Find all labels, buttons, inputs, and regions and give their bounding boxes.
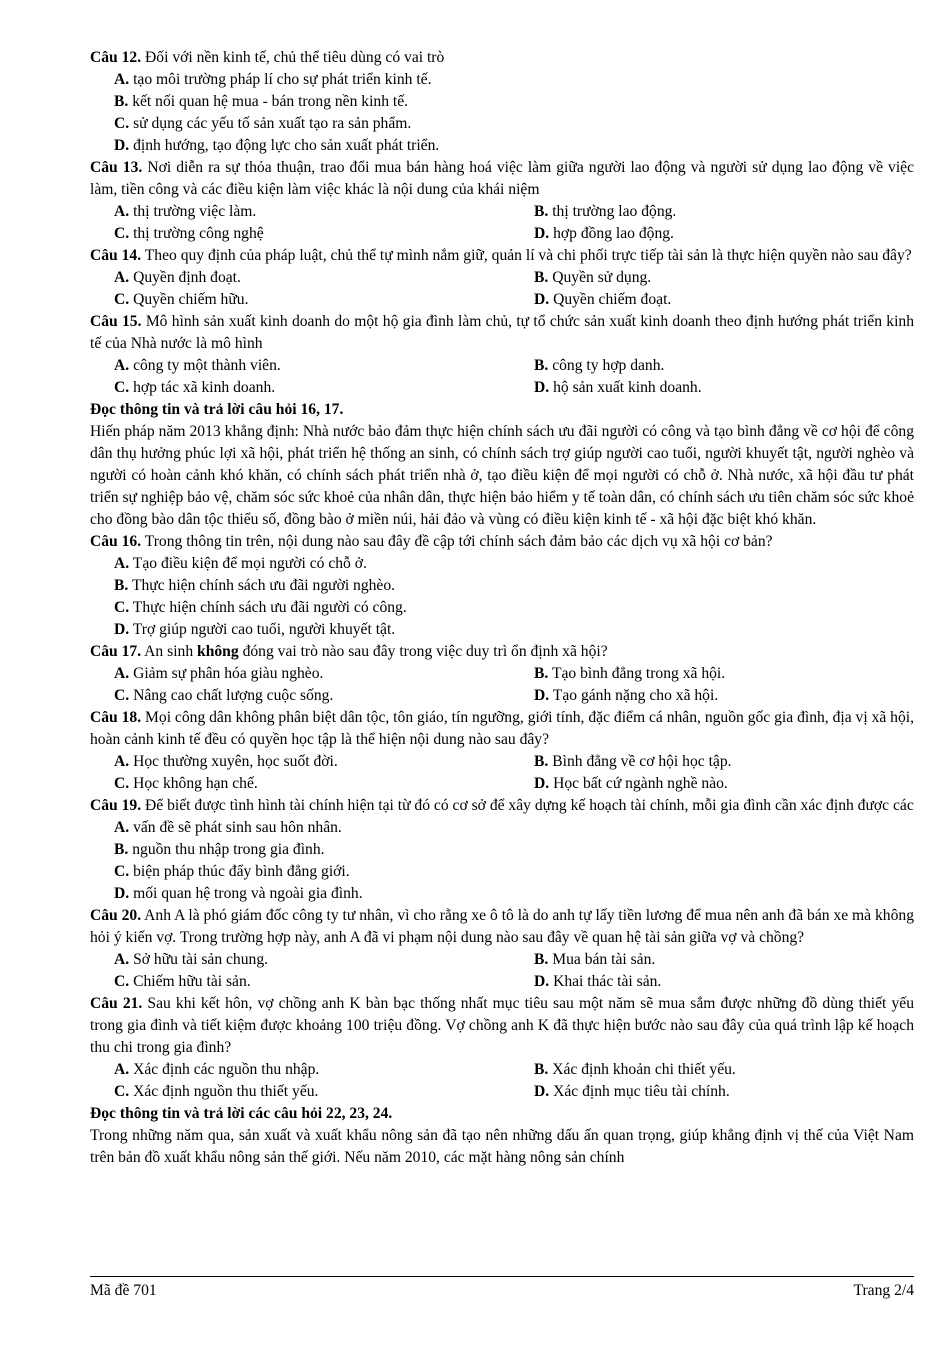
option-21a: A. Xác định các nguồn thu nhập. (114, 1061, 320, 1078)
question-stem: Theo quy định của pháp luật, chủ thể tự mình nắm giữ, quản lí và chi phối trực tiếp tài sản là thực hiện quyền nào sau đây? (144, 247, 912, 264)
question-14 (90, 245, 914, 267)
option-16a: A. Tạo điều kiện để mọi người có chỗ ở. (114, 555, 367, 572)
question-18: Câu 18. Mọi công dân không phân biệt dân tộc, tôn giáo, tín ngưỡng, giới tính, đặc điểm cá nhân, nguồn gốc gia đình, địa vị xã hội, hoàn cảnh kinh tế đều có quyền học tập là thể hiện nội dung nào sau đây? (90, 709, 915, 748)
reading-heading-22-24: Đọc thông tin và trả lời các câu hỏi 22, 23, 24. (90, 1105, 393, 1122)
option-20c: C. Chiếm hữu tài sản. (114, 973, 251, 990)
question-12 (90, 47, 914, 69)
question-stem: Nơi diễn ra sự thỏa thuận, trao đổi mua bán hàng hoá việc làm giữa người lao động và người sử dụng lao động về việc làm, tiền công và các điều kiện làm việc khác là nội dung của khái niệm (90, 159, 914, 198)
reading-heading-16-17: Đọc thông tin và trả lời câu hỏi 16, 17. (90, 401, 344, 418)
option-17d: D. Tạo gánh nặng cho xã hội. (534, 687, 719, 704)
question-label: Câu 12. (90, 49, 142, 66)
option-13c: C. thị trường công nghệ (114, 225, 264, 242)
option-16c: C. Thực hiện chính sách ưu đãi người có công. (114, 599, 407, 616)
option-12d: D. định hướng, tạo động lực cho sản xuất phát triển. (114, 137, 440, 154)
option-14a: A. Quyền định đoạt. (114, 269, 241, 286)
option-21b: B. Xác định khoản chi thiết yếu. (534, 1061, 736, 1078)
question-label: Câu 13. (90, 159, 143, 176)
page-footer (90, 1276, 914, 1300)
option-18c: C. Học không hạn chế. (114, 775, 258, 792)
option-14b: B. Quyền sử dụng. (534, 269, 652, 286)
option-19d: D. mối quan hệ trong và ngoài gia đình. (114, 885, 363, 902)
option-13d: D. hợp đồng lao động. (534, 225, 674, 242)
question-16: Câu 16. Trong thông tin trên, nội dung nào sau đây đề cập tới chính sách đảm bảo các dịch vụ xã hội cơ bản? (90, 533, 773, 550)
exam-page (90, 47, 914, 1169)
option-19c: C. biện pháp thúc đẩy bình đẳng giới. (114, 863, 350, 880)
option-13a: A. thị trường việc làm. (114, 203, 257, 220)
question-stem: Đối với nền kinh tế, chủ thể tiêu dùng có vai trò (145, 49, 445, 66)
option-19b: B. nguồn thu nhập trong gia đình. (114, 841, 325, 858)
question-20: Câu 20. Anh A là phó giám đốc công ty tư nhân, vì cho rằng xe ô tô là do anh tự lấy tiền lương để mua nên anh đã bán xe mà không hỏi ý kiến vợ. Trong trường hợp này, anh A đã vi phạm nội dung nào sau đây về quan hệ tài sản giữa vợ và chồng? (90, 907, 914, 946)
option-16b: B. Thực hiện chính sách ưu đãi người nghèo. (114, 577, 396, 594)
exam-code: Mã đề 701 (90, 1282, 157, 1299)
question-label: Câu 14. (90, 247, 142, 264)
question-19: Câu 19. Để biết được tình hình tài chính hiện tại từ đó có cơ sở để xây dựng kế hoạch tài chính, mỗi gia đình cần xác định được các (90, 797, 914, 814)
option-21d: D. Xác định mục tiêu tài chính. (534, 1083, 730, 1100)
question-label: Câu 15. (90, 313, 142, 330)
option-20a: A. Sở hữu tài sản chung. (114, 951, 269, 968)
option-20b: B. Mua bán tài sản. (534, 951, 656, 968)
question-13 (90, 157, 914, 201)
question-21: Câu 21. Sau khi kết hôn, vợ chồng anh K bàn bạc thống nhất mục tiêu sau một năm sẽ mua sắm được những đồ dùng thiết yếu trong gia đình và tiết kiệm được khoảng 100 triệu đồng. Vợ chồng anh K đã thực hiện bước nào sau đây của quá trình lập kế hoạch thu chi trong gia đình? (90, 995, 914, 1056)
page-number: Trang 2/4 (853, 1282, 914, 1299)
option-18b: B. Bình đẳng về cơ hội học tập. (534, 753, 732, 770)
option-12b: B. kết nối quan hệ mua - bán trong nền kinh tế. (114, 93, 409, 110)
option-15b: B. công ty hợp danh. (534, 357, 665, 374)
option-13b: B. thị trường lao động. (534, 203, 677, 220)
option-20d: D. Khai thác tài sản. (534, 973, 662, 990)
option-16d: D. Trợ giúp người cao tuổi, người khuyết tật. (114, 621, 396, 638)
question-17: Câu 17. An sinh không đóng vai trò nào sau đây trong việc duy trì ổn định xã hội? (90, 643, 608, 660)
question-15 (90, 311, 914, 355)
question-stem: Mô hình sản xuất kinh doanh do một hộ gia đình làm chủ, tự tổ chức sản xuất kinh doanh theo định hướng phát triển kinh tế của Nhà nước là mô hình (90, 313, 915, 352)
option-14d: D. Quyền chiếm đoạt. (534, 291, 672, 308)
option-19a: A. vấn đề sẽ phát sinh sau hôn nhân. (114, 819, 342, 836)
option-17c: C. Nâng cao chất lượng cuộc sống. (114, 687, 334, 704)
option-15a: A. công ty một thành viên. (114, 357, 281, 374)
reading-passage-22-24: Trong những năm qua, sản xuất và xuất khẩu nông sản đã tạo nên những dấu ấn quan trọng, giúp khẳng định vị thế của Việt Nam trên bản đồ xuất khẩu nông sản thế giới. Nếu năm 2010, các mặt hàng nông sản chính (90, 1127, 914, 1166)
reading-passage-16-17: Hiến pháp năm 2013 khẳng định: Nhà nước bảo đảm thực hiện chính sách ưu đãi người có công và tạo bình đẳng về cơ hội để công dân thụ hưởng phúc lợi xã hội, phát triển hệ thống an sinh, có chính sách trợ giúp người cao tuổi, người khuyết tật, người nghèo và người có hoàn cảnh khó khăn, có chính sách phát triển nhà ở, tạo điều kiện để mọi người có chỗ ở. Nhà nước, xã hội đầu tư phát triển sự nghiệp bảo vệ, chăm sóc sức khoẻ của nhân dân, thực hiện bảo hiểm y tế toàn dân, có chính sách ưu tiên chăm sóc sức khoẻ cho đồng bào dân tộc thiểu số, đồng bào ở miền núi, hải đảo và vùng có điều kiện kinh tế - xã hội đặc biệt khó khăn. (90, 423, 914, 528)
option-17b: B. Tạo bình đẳng trong xã hội. (534, 665, 726, 682)
option-12a: A. tạo môi trường pháp lí cho sự phát triển kinh tế. (114, 71, 432, 88)
option-17a: A. Giảm sự phân hóa giàu nghèo. (114, 665, 324, 682)
option-18d: D. Học bất cứ ngành nghề nào. (534, 775, 728, 792)
option-18a: A. Học thường xuyên, học suốt đời. (114, 753, 338, 770)
option-15c: C. hợp tác xã kinh doanh. (114, 379, 276, 396)
option-21c: C. Xác định nguồn thu thiết yếu. (114, 1083, 319, 1100)
option-15d: D. hộ sản xuất kinh doanh. (534, 379, 702, 396)
option-12c: C. sử dụng các yếu tố sản xuất tạo ra sản phẩm. (114, 115, 412, 132)
option-14c: C. Quyền chiếm hữu. (114, 291, 249, 308)
